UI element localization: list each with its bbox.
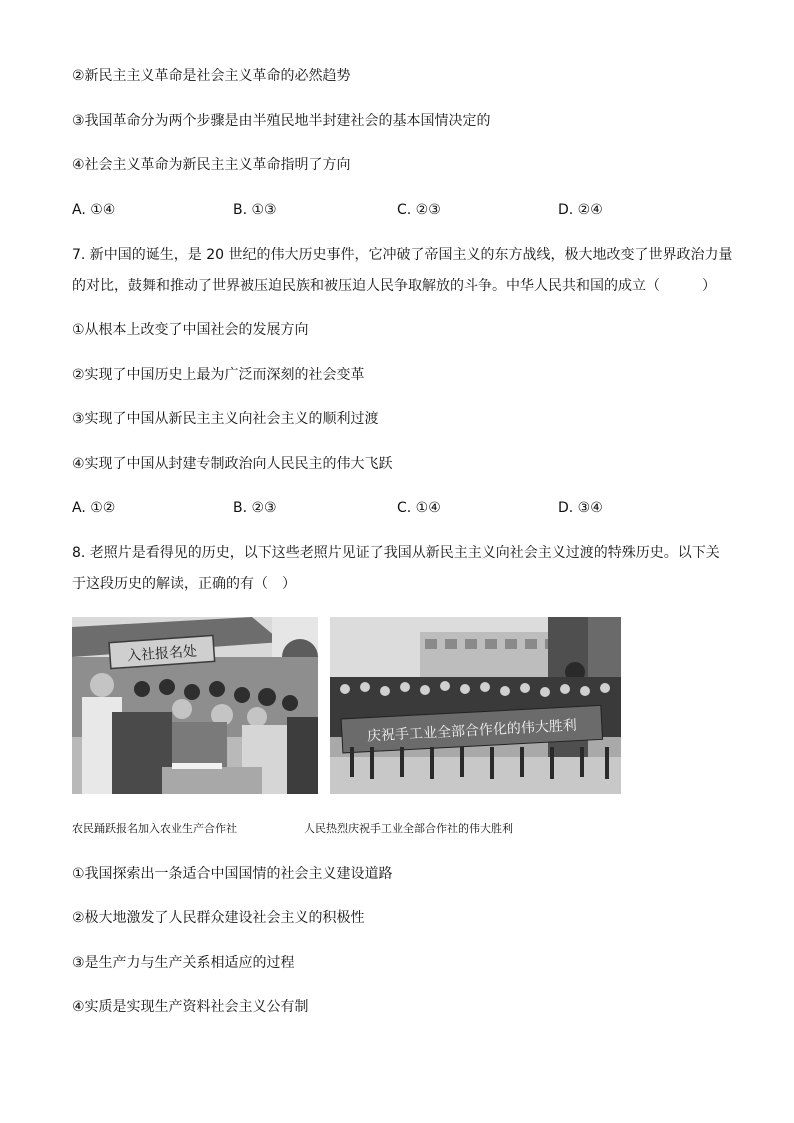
q7-item-3: ③实现了中国从新民主主义向社会主义的顺利过渡: [72, 411, 379, 427]
q6-option-c: C. ②③: [397, 202, 441, 218]
q8-stem-line-1: 8. 老照片是看得见的历史，以下这些老照片见证了我国从新民主主义向社会主义过渡的特殊历史。以下关: [72, 545, 720, 561]
q8-item-3: ③是生产力与生产关系相适应的过程: [72, 955, 295, 971]
q8-item-1: ①我国探索出一条适合中国国情的社会主义建设道路: [72, 866, 393, 882]
q6-item-2: ②新民主主义革命是社会主义革命的必然趋势: [72, 68, 351, 84]
q7-stem-line-1: 7. 新中国的诞生，是 20 世纪的伟大历史事件，它冲破了帝国主义的东方战线，极大地改变了世界政治力量: [72, 247, 733, 263]
q7-item-2: ②实现了中国历史上最为广泛而深刻的社会变革: [72, 367, 365, 383]
photo2-caption: 人民热烈庆祝手工业全部合作社的伟大胜利: [304, 822, 513, 835]
photo1-caption: 农民踊跃报名加入农业生产合作社: [72, 822, 237, 835]
q7-option-d: D. ③④: [558, 500, 603, 516]
q6-option-d: D. ②④: [558, 202, 603, 218]
photo1-sign-text: 入社报名处: [126, 643, 198, 665]
q6-options: [72, 200, 722, 220]
q8-stem-line-2: 于这段历史的解读，正确的有（ ）: [72, 576, 296, 592]
q7-option-b: B. ②③: [233, 500, 277, 516]
photo-farmers-cooperative: [72, 617, 318, 794]
q7-option-a: A. ①②: [72, 500, 116, 516]
q7-item-1: ①从根本上改变了中国社会的发展方向: [72, 322, 309, 338]
q6-item-3: ③我国革命分为两个步骤是由半殖民地半封建社会的基本国情决定的: [72, 113, 491, 129]
photo2-banner-text: 庆祝手工业全部合作化的伟大胜利: [366, 717, 578, 745]
q7-stem-line-2: 的对比，鼓舞和推动了世界被压迫民族和被压迫人民争取解放的斗争。中华人民共和国的成立（ ）: [72, 278, 716, 294]
q7-option-c: C. ①④: [397, 500, 441, 516]
photo-handicraft-celebration: [330, 617, 621, 794]
q8-item-2: ②极大地激发了人民群众建设社会主义的积极性: [72, 910, 365, 926]
q6-option-b: B. ①③: [233, 202, 277, 218]
q6-item-4: ④社会主义革命为新民主主义革命指明了方向: [72, 157, 351, 173]
q6-option-a: A. ①④: [72, 202, 116, 218]
q8-item-4: ④实质是实现生产资料社会主义公有制: [72, 999, 309, 1015]
q7-options: [72, 498, 722, 518]
q7-item-4: ④实现了中国从封建专制政治向人民民主的伟大飞跃: [72, 456, 393, 472]
